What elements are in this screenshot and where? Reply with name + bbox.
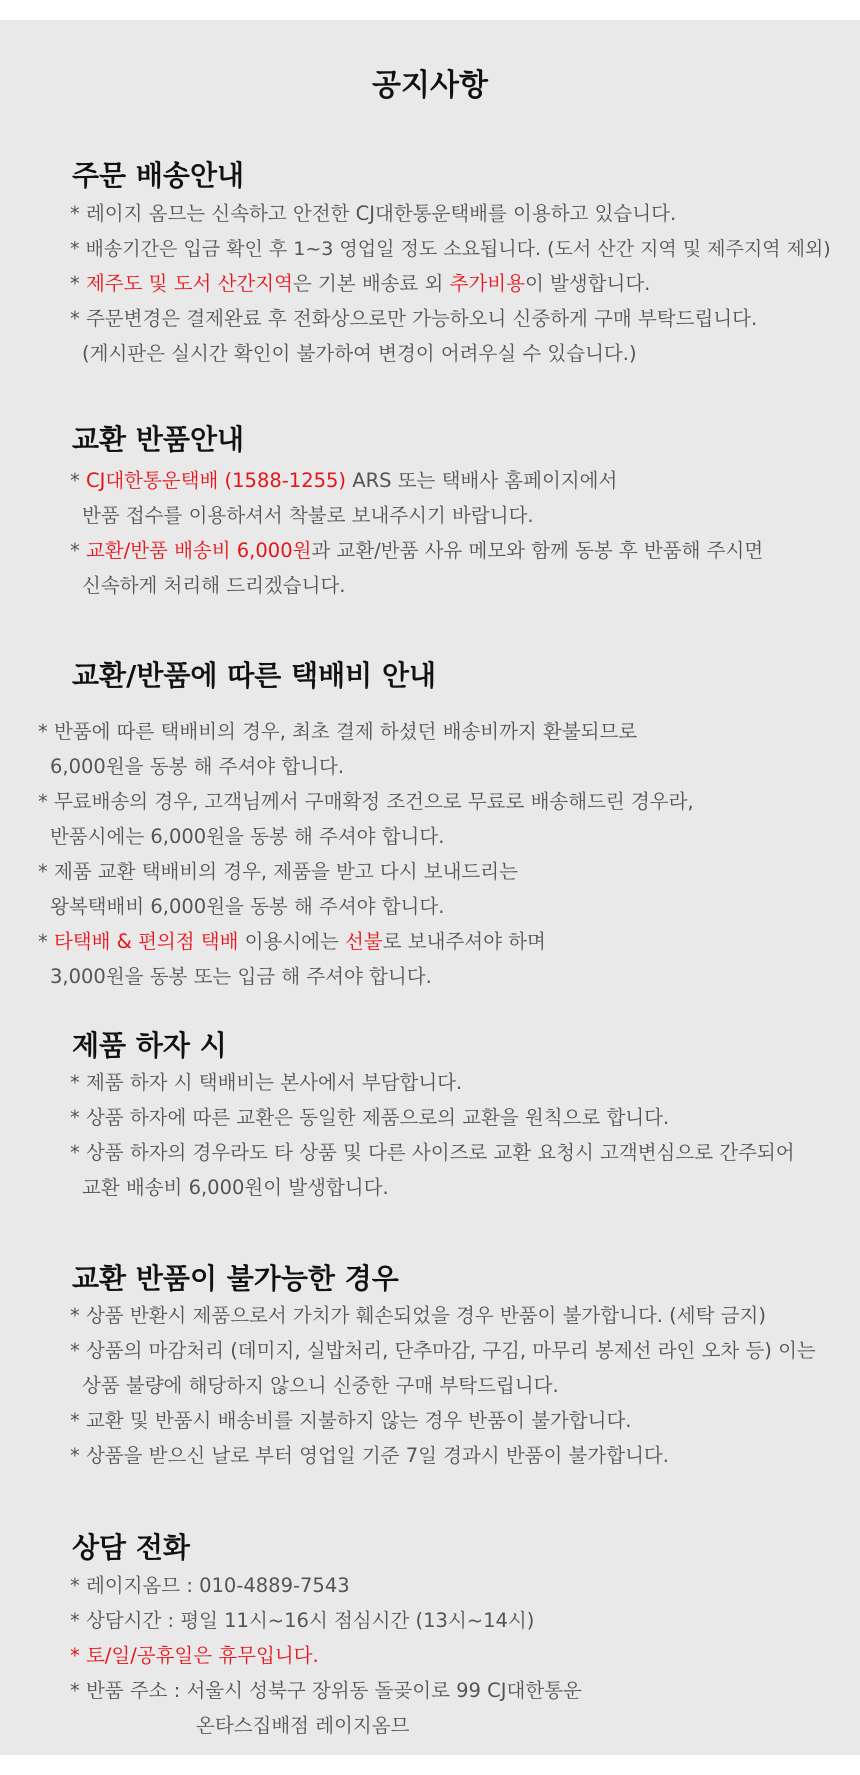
impossible-line-4: * 교환 및 반품시 배송비를 지불하지 않는 경우 반품이 불가합니다.	[70, 1409, 632, 1432]
exchange-line-1	[70, 469, 617, 493]
bullet: *	[70, 272, 86, 295]
impossible-line-2: * 상품의 마감처리 (데미지, 실밥처리, 단추마감, 구김, 마무리 봉제선 라인 오차 등) 이는	[70, 1339, 816, 1362]
contact-line-1: * 레이지옴므 : 010-4889-7543	[70, 1574, 350, 1597]
fee-line-2: 6,000원을 동봉 해 주셔야 합니다.	[50, 755, 345, 778]
shipping-line-3-text: 은 기본 배송료 외	[292, 272, 450, 295]
fee-line-4: 반품시에는 6,000원을 동봉 해 주셔야 합니다.	[50, 825, 445, 848]
fee-line-5: * 제품 교환 택배비의 경우, 제품을 받고 다시 보내드리는	[38, 860, 518, 883]
section-heading-exchange: 교환 반품안내	[72, 423, 245, 456]
shipping-line-2: * 배송기간은 입금 확인 후 1~3 영업일 정도 소요됩니다. (도서 산간 지역 및 제주지역 제외)	[70, 238, 831, 260]
bullet: *	[38, 930, 54, 953]
shipping-line-5: (게시판은 실시간 확인이 불가하여 변경이 어려우실 수 있습니다.)	[82, 342, 637, 365]
exchange-line-2: 반품 접수를 이용하셔서 착불로 보내주시기 바랍니다.	[82, 504, 534, 527]
fee-line-1: * 반품에 따른 택배비의 경우, 최초 결제 하셨던 배송비까지 환불되므로	[38, 720, 638, 743]
shipping-line-1: * 레이지 옴므는 신속하고 안전한 CJ대한통운택배를 이용하고 있습니다.	[70, 202, 677, 225]
exchange-line-3	[70, 539, 763, 563]
shipping-jeju-highlight: 제주도 및 도서 산간지역	[85, 272, 293, 295]
contact-line-4: * 반품 주소 : 서울시 성북구 장위동 돌곶이로 99 CJ대한통운	[70, 1679, 582, 1702]
exchange-line-4: 신속하게 처리해 드리겠습니다.	[82, 574, 346, 597]
bullet: *	[70, 469, 86, 492]
impossible-line-3: 상품 불량에 해당하지 않으니 신중한 구매 부탁드립니다.	[82, 1374, 559, 1397]
defect-line-3: * 상품 하자의 경우라도 타 상품 및 다른 사이즈로 교환 요청시 고객변심으로 간주되어	[70, 1141, 795, 1164]
exchange-courier-highlight: CJ대한통운택배 (1588-1255)	[85, 469, 347, 492]
impossible-line-5: * 상품을 받으신 날로 부터 영업일 기준 7일 경과시 반품이 불가합니다.	[70, 1444, 669, 1467]
exchange-line-1-text: ARS 또는 택배사 홈페이지에서	[346, 469, 618, 492]
section-heading-contact: 상담 전화	[72, 1531, 190, 1564]
fee-line-8: 3,000원을 동봉 또는 입금 해 주셔야 합니다.	[50, 965, 432, 988]
shipping-line-3	[70, 272, 650, 296]
fee-prepaid-highlight: 선불	[345, 930, 383, 953]
page-title: 공지사항	[372, 68, 488, 103]
shipping-extra-cost-highlight: 추가비용	[449, 272, 525, 295]
fee-other-courier-highlight: 타택배 & 편의점 택배	[53, 930, 239, 953]
contact-line-5: 온타스집배점 레이지옴므	[196, 1714, 410, 1737]
exchange-line-3-text: 과 교환/반품 사유 메모와 함께 동봉 후 반품해 주시면	[311, 539, 764, 562]
bullet: *	[70, 539, 86, 562]
defect-line-4: 교환 배송비 6,000원이 발생합니다.	[82, 1176, 389, 1199]
contact-line-2: * 상담시간 : 평일 11시~16시 점심시간 (13시~14시)	[70, 1609, 535, 1632]
impossible-line-1: * 상품 반환시 제품으로서 가치가 훼손되었을 경우 반품이 불가합니다. (세탁 금지)	[70, 1304, 766, 1327]
section-heading-impossible: 교환 반품이 불가능한 경우	[72, 1262, 399, 1295]
contact-holiday-notice: * 토/일/공휴일은 휴무입니다.	[70, 1644, 319, 1667]
fee-line-7	[38, 930, 546, 954]
defect-line-2: * 상품 하자에 따른 교환은 동일한 제품으로의 교환을 원칙으로 합니다.	[70, 1106, 670, 1129]
fee-line-3: * 무료배송의 경우, 고객님께서 구매확정 조건으로 무료로 배송해드린 경우라,	[38, 790, 694, 813]
section-heading-fee: 교환/반품에 따른 택배비 안내	[72, 659, 437, 692]
section-heading-shipping: 주문 배송안내	[72, 159, 245, 192]
shipping-line-4: * 주문변경은 결제완료 후 전화상으로만 가능하오니 신중하게 구매 부탁드립니다.	[70, 307, 758, 330]
fee-line-7-text: 이용시에는	[238, 930, 346, 953]
fee-line-6: 왕복택배비 6,000원을 동봉 해 주셔야 합니다.	[50, 895, 445, 918]
section-heading-defect: 제품 하자 시	[72, 1029, 227, 1062]
fee-line-7-end: 로 보내주셔야 하며	[382, 930, 546, 953]
defect-line-1: * 제품 하자 시 택배비는 본사에서 부담합니다.	[70, 1071, 463, 1094]
exchange-fee-highlight: 교환/반품 배송비 6,000원	[85, 539, 312, 562]
shipping-line-3-end: 이 발생합니다.	[524, 272, 651, 295]
